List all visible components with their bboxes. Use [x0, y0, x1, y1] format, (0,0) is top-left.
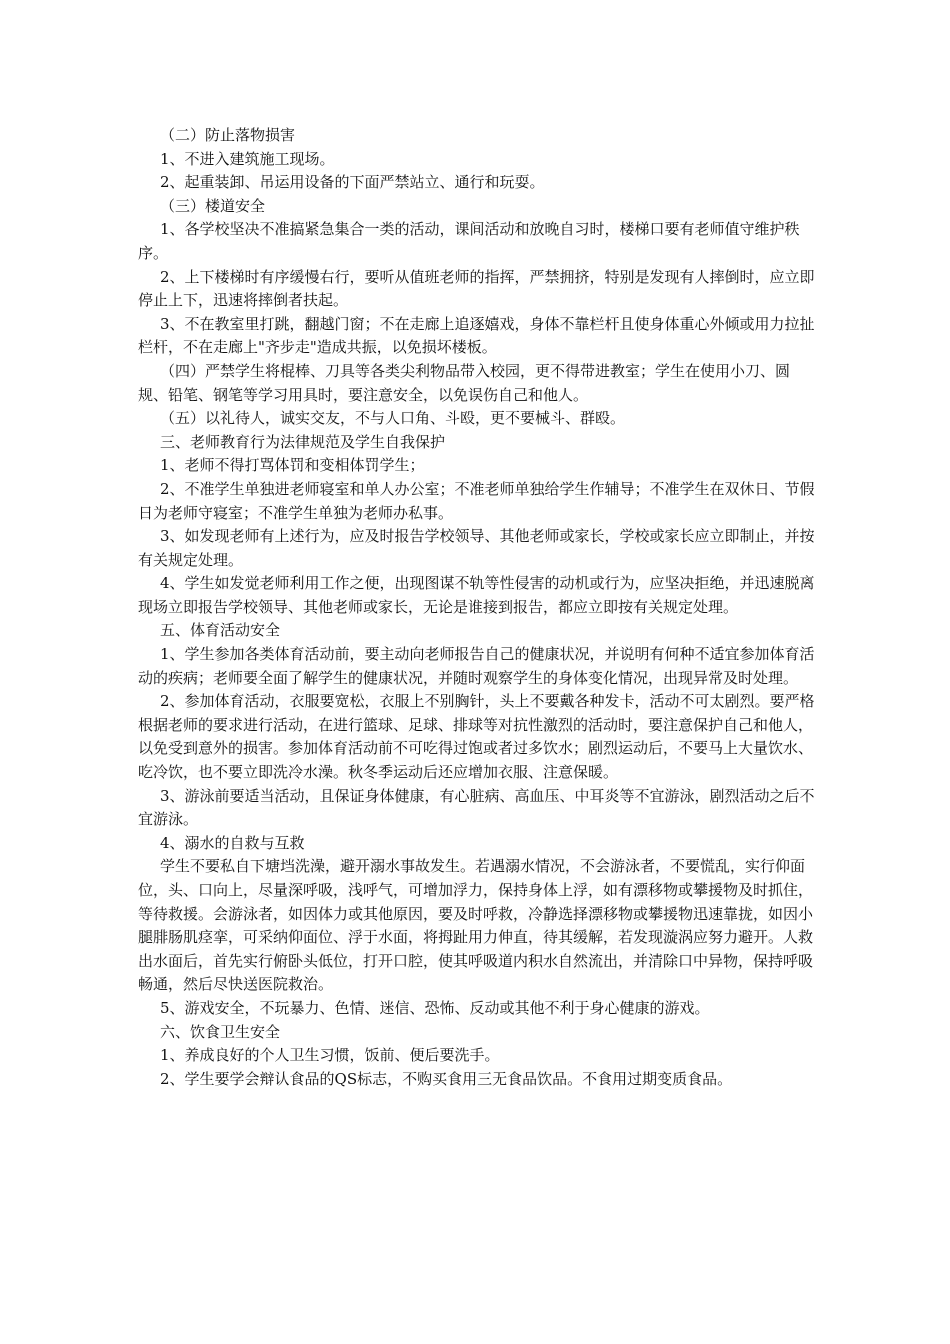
- paragraph: 2、学生要学会辩认食品的QS标志，不购买食用三无食品饮品。不食用过期变质食品。: [160, 1069, 733, 1088]
- paragraph: 4、溺水的自救与互救: [160, 833, 305, 852]
- paragraph: 1、不进入建筑施工现场。: [160, 149, 335, 168]
- document-body: [138, 124, 818, 1091]
- paragraph: 1、养成良好的个人卫生习惯，饭前、便后要洗手。: [160, 1046, 500, 1065]
- section-heading: （二）防止落物损害: [160, 126, 296, 144]
- paragraph: 3、如发现老师有上述行为，应及时报告学校领导、其他老师或家长，学校或家长应立即制止，并按有关规定处理。: [138, 527, 815, 569]
- paragraph: （四）严禁学生将棍棒、刀具等各类尖利物品带入校园，更不得带进教室；学生在使用小刀、圆规、铅笔、钢笔等学习用具时，要注意安全，以免误伤自己和他人。: [138, 361, 791, 404]
- paragraph: 1、各学校坚决不准搞紧急集合一类的活动，课间活动和放晚自习时，楼梯口要有老师值守维护秩序。: [138, 220, 800, 262]
- section-heading: 五、体育活动安全: [160, 621, 281, 640]
- paragraph: （五）以礼待人，诚实交友，不与人口角、斗殴，更不要械斗、群殴。: [160, 409, 626, 428]
- paragraph: 学生不要私自下塘垱洗澡，避开溺水事故发生。若遇溺水情况，不会游泳者，不要慌乱，实行仰面位，头、口向上，尽量深呼吸，浅呼气，可增加浮力，保持身体上浮，如有漂移物或攀援物及时抓住，等待救援。会游泳者，如因体力或其他原因，要及时呼救，冷静选择漂移物或攀援物迅速靠拢，如因小腿腓肠肌痉挛，可采纳仰面位、浮于水面，将拇趾用力伸直，待其缓解，若发现漩涡应努力避开。人救出水面后，首先实行俯卧头低位，打开口腔，使其呼吸道内积水自然流出，并清除口中异物，保持呼吸畅通，然后尽快送医院救治。: [138, 857, 814, 994]
- paragraph: 2、不准学生单独进老师寝室和单人办公室；不准老师单独给学生作辅导；不准学生在双休日、节假日为老师守寝室；不准学生单独为老师办私事。: [138, 479, 815, 522]
- paragraph: 3、不在教室里打跳，翻越门窗；不在走廊上追逐嬉戏，身体不靠栏杆且使身体重心外倾或用力拉扯栏杆，不在走廊上"齐步走"造成共振，以免损坏楼板。: [138, 314, 815, 357]
- paragraph: 1、老师不得打骂体罚和变相体罚学生；: [160, 456, 425, 475]
- paragraph: 4、学生如发觉老师利用工作之便，出现图谋不轨等性侵害的动机或行为，应坚决拒绝，并迅速脱离现场立即报告学校领导、其他老师或家长，无论是谁接到报告，都应立即按有关规定处理。: [138, 574, 815, 616]
- section-heading: （三）楼道安全: [160, 196, 266, 215]
- paragraph: 1、学生参加各类体育活动前，要主动向老师报告自己的健康状况，并说明有何种不适宜参加体育活动的疾病；老师要全面了解学生的健康状况，并随时观察学生的身体变化情况，出现异常及时处理。: [138, 645, 815, 687]
- section-heading: 六、饮食卫生安全: [160, 1022, 281, 1041]
- paragraph: 2、上下楼梯时有序缓慢右行，要听从值班老师的指挥，严禁拥挤，特别是发现有人摔倒时，应立即停止上下，迅速将摔倒者扶起。: [138, 267, 815, 310]
- section-heading: 三、老师教育行为法律规范及学生自我保护: [160, 432, 446, 451]
- paragraph: 3、游泳前要适当活动，且保证身体健康，有心脏病、高血压、中耳炎等不宜游泳，剧烈活动之后不宜游泳。: [138, 786, 815, 829]
- paragraph: 2、参加体育活动，衣服要宽松，衣服上不别胸针，头上不要戴各种发卡，活动不可太剧烈。要严格根据老师的要求进行活动，在进行篮球、足球、排球等对抗性激烈的活动时，要注意保护自己和他人，以免受到意外的损害。参加体育活动前不可吃得过饱或者过多饮水；剧烈运动后，不要马上大量饮水、吃冷饮，也不要立即洗冷水澡。秋冬季运动后还应增加衣服、注意保暖。: [138, 692, 815, 782]
- paragraph: 5、游戏安全，不玩暴力、色情、迷信、恐怖、反动或其他不利于身心健康的游戏。: [160, 998, 710, 1017]
- paragraph: 2、起重装卸、吊运用设备的下面严禁站立、通行和玩耍。: [160, 173, 545, 192]
